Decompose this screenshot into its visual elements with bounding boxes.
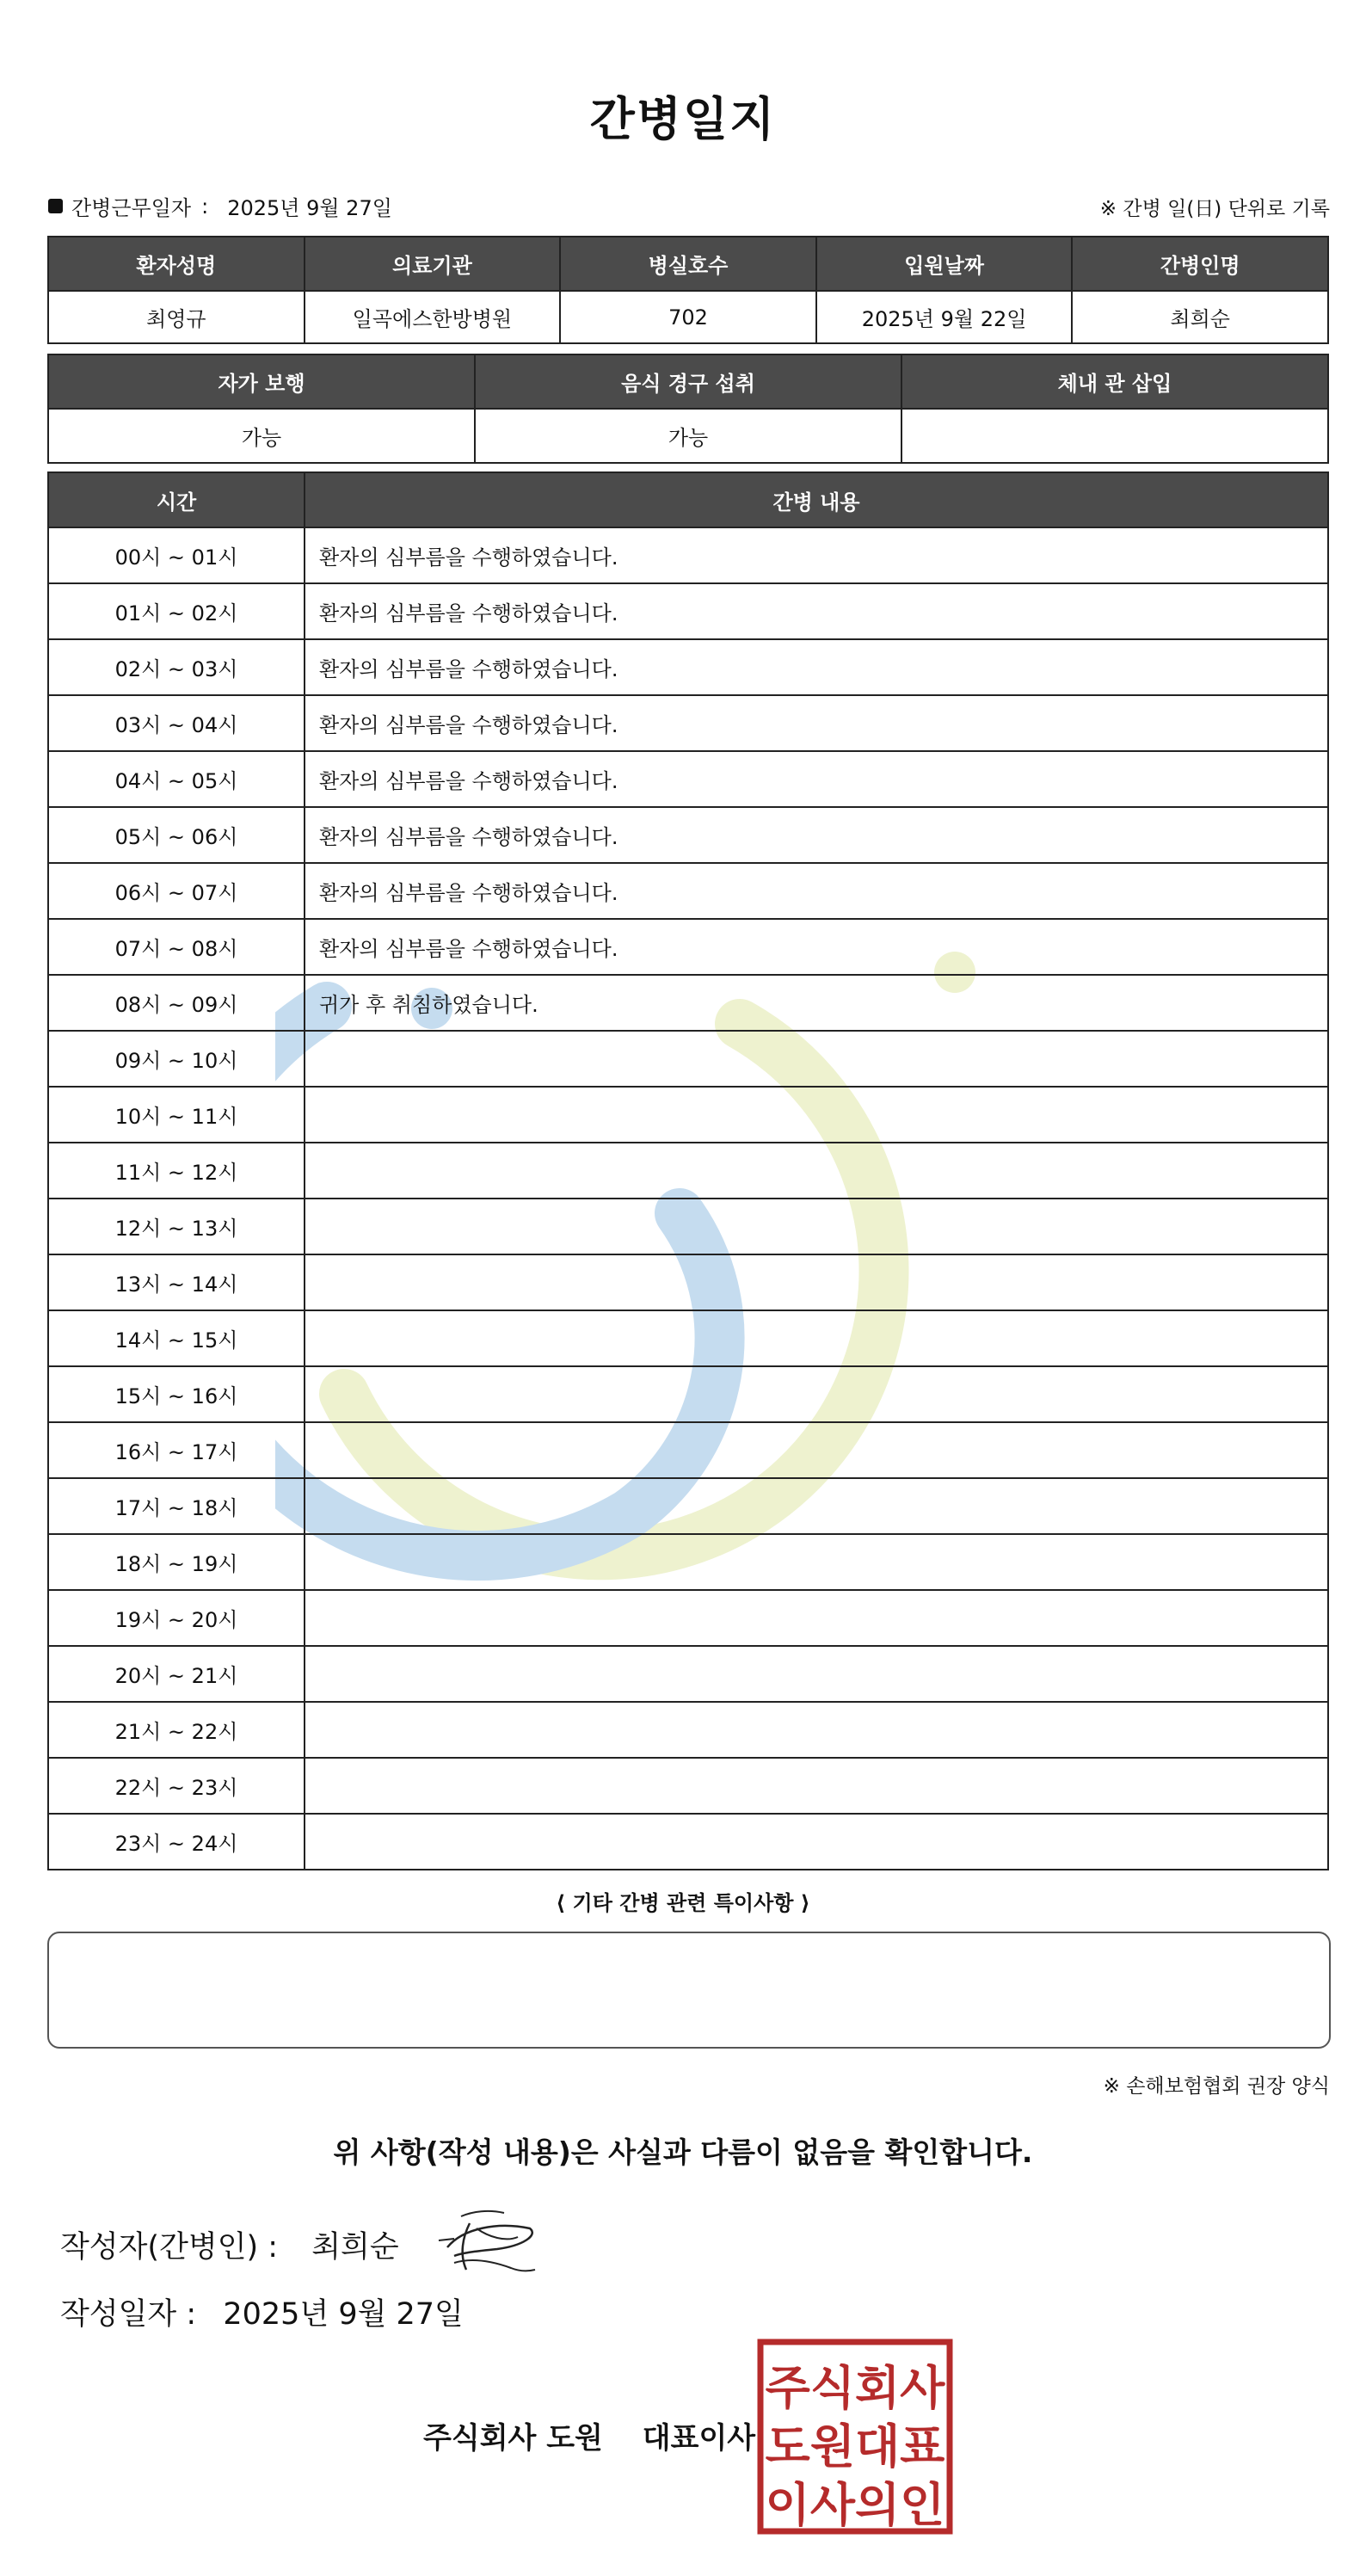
write-date-value: 2025년 9월 27일 [223, 2297, 464, 2332]
log-row [48, 1254, 1328, 1310]
log-time: 18시 ~ 19시 [48, 1534, 305, 1590]
work-date-label: 간병근무일자 [71, 196, 192, 220]
log-header-time: 시간 [48, 472, 305, 527]
log-content [305, 1310, 1328, 1366]
log-time: 13시 ~ 14시 [48, 1254, 305, 1310]
status-header: 체내 관 삽입 [901, 354, 1328, 409]
log-content [305, 1199, 1328, 1254]
log-time: 14시 ~ 15시 [48, 1310, 305, 1366]
admission-date: 2025년 9월 22일 [816, 291, 1073, 343]
log-content [305, 1422, 1328, 1478]
info-header: 의료기관 [305, 237, 561, 291]
log-row [48, 695, 1328, 751]
log-content [305, 1087, 1328, 1143]
walking-status: 가능 [48, 409, 475, 463]
log-content: 환자의 심부름을 수행하였습니다. [305, 695, 1328, 751]
log-row [48, 1758, 1328, 1814]
log-content: 귀가 후 취침하였습니다. [305, 975, 1328, 1031]
svg-text:도원대표: 도원대표 [765, 2419, 945, 2474]
log-row [48, 1478, 1328, 1534]
log-time: 09시 ~ 10시 [48, 1031, 305, 1087]
log-time: 22시 ~ 23시 [48, 1758, 305, 1814]
log-row [48, 1143, 1328, 1199]
log-row [48, 807, 1328, 863]
log-time: 01시 ~ 02시 [48, 583, 305, 639]
log-row [48, 863, 1328, 919]
log-time: 08시 ~ 09시 [48, 975, 305, 1031]
log-row [48, 1422, 1328, 1478]
log-content [305, 1590, 1328, 1646]
log-content [305, 1143, 1328, 1199]
log-time: 21시 ~ 22시 [48, 1702, 305, 1758]
log-row [48, 1366, 1328, 1422]
log-time: 02시 ~ 03시 [48, 639, 305, 695]
log-row [48, 1590, 1328, 1646]
company-seal-stamp [757, 2339, 953, 2535]
page-title: 간병일지 [589, 92, 777, 146]
log-content [305, 1478, 1328, 1534]
log-content [305, 1758, 1328, 1814]
log-time: 15시 ~ 16시 [48, 1366, 305, 1422]
svg-text:주식회사: 주식회사 [765, 2361, 945, 2415]
tube-insertion-status [901, 409, 1328, 463]
oral-intake-status: 가능 [475, 409, 901, 463]
company-name: 주식회사 도원 [423, 2421, 603, 2456]
unit-note: ※ 간병 일(日) 단위로 기록 [1099, 198, 1330, 220]
log-row [48, 1199, 1328, 1254]
patient-info-table [47, 236, 1329, 344]
room-number: 702 [560, 291, 816, 343]
handwritten-signature [428, 2203, 549, 2280]
log-row [48, 1087, 1328, 1143]
log-time: 20시 ~ 21시 [48, 1646, 305, 1702]
work-date-value: 2025년 9월 27일 [227, 196, 392, 220]
special-notes-box [47, 1932, 1331, 2049]
log-content [305, 1814, 1328, 1870]
log-time: 16시 ~ 17시 [48, 1422, 305, 1478]
log-time: 04시 ~ 05시 [48, 751, 305, 807]
log-content: 환자의 심부름을 수행하였습니다. [305, 639, 1328, 695]
log-header-content: 간병 내용 [305, 472, 1328, 527]
log-content [305, 1366, 1328, 1422]
patient-name: 최영규 [48, 291, 305, 343]
log-time: 05시 ~ 06시 [48, 807, 305, 863]
log-content [305, 1254, 1328, 1310]
status-header: 음식 경구 섭취 [475, 354, 901, 409]
log-row [48, 1814, 1328, 1870]
log-content: 환자의 심부름을 수행하였습니다. [305, 919, 1328, 975]
info-header: 간병인명 [1072, 237, 1328, 291]
company-line [423, 2414, 755, 2456]
log-time: 23시 ~ 24시 [48, 1814, 305, 1870]
log-row [48, 975, 1328, 1031]
log-row [48, 1031, 1328, 1087]
log-row [48, 527, 1328, 583]
status-header: 자가 보행 [48, 354, 475, 409]
work-date-line [48, 191, 392, 221]
writer-label: 작성자(간병인) : [60, 2230, 279, 2265]
log-content: 환자의 심부름을 수행하였습니다. [305, 863, 1328, 919]
log-content [305, 1031, 1328, 1087]
log-time: 07시 ~ 08시 [48, 919, 305, 975]
log-content: 환자의 심부름을 수행하였습니다. [305, 527, 1328, 583]
writer-name: 최희순 [311, 2230, 399, 2265]
care-log-table [47, 471, 1329, 1870]
log-time: 10시 ~ 11시 [48, 1087, 305, 1143]
caregiver-name: 최희순 [1072, 291, 1328, 343]
hospital-name: 일곡에스한방병원 [305, 291, 561, 343]
patient-status-table [47, 354, 1329, 464]
log-time: 03시 ~ 04시 [48, 695, 305, 751]
write-date-line [60, 2290, 464, 2333]
log-content [305, 1646, 1328, 1702]
svg-text:이사의인: 이사의인 [765, 2478, 945, 2532]
log-time: 19시 ~ 20시 [48, 1590, 305, 1646]
log-content: 환자의 심부름을 수행하였습니다. [305, 583, 1328, 639]
log-row [48, 1646, 1328, 1702]
log-time: 17시 ~ 18시 [48, 1478, 305, 1534]
company-representative: 대표이사 [642, 2421, 756, 2456]
log-row [48, 1310, 1328, 1366]
info-header: 환자성명 [48, 237, 305, 291]
writer-line [60, 2223, 399, 2266]
log-row [48, 639, 1328, 695]
confirmation-statement: 위 사항(작성 내용)은 사실과 다름이 없음을 확인합니다. [333, 2135, 1033, 2169]
log-content [305, 1534, 1328, 1590]
special-notes-title: ⟨ 기타 간병 관련 특이사항 ⟩ [556, 1891, 810, 1915]
square-bullet-icon [48, 199, 63, 213]
log-row [48, 1534, 1328, 1590]
log-content: 환자의 심부름을 수행하였습니다. [305, 751, 1328, 807]
info-header: 입원날짜 [816, 237, 1073, 291]
log-time: 12시 ~ 13시 [48, 1199, 305, 1254]
log-content [305, 1702, 1328, 1758]
log-row [48, 583, 1328, 639]
write-date-label: 작성일자 : [60, 2297, 197, 2332]
log-time: 11시 ~ 12시 [48, 1143, 305, 1199]
info-header: 병실호수 [560, 237, 816, 291]
recommend-note: ※ 손해보험협회 권장 양식 [1103, 2075, 1330, 2098]
log-time: 00시 ~ 01시 [48, 527, 305, 583]
log-content: 환자의 심부름을 수행하였습니다. [305, 807, 1328, 863]
log-row [48, 1702, 1328, 1758]
work-date-separator: : [201, 194, 209, 219]
log-row [48, 919, 1328, 975]
log-time: 06시 ~ 07시 [48, 863, 305, 919]
log-row [48, 751, 1328, 807]
